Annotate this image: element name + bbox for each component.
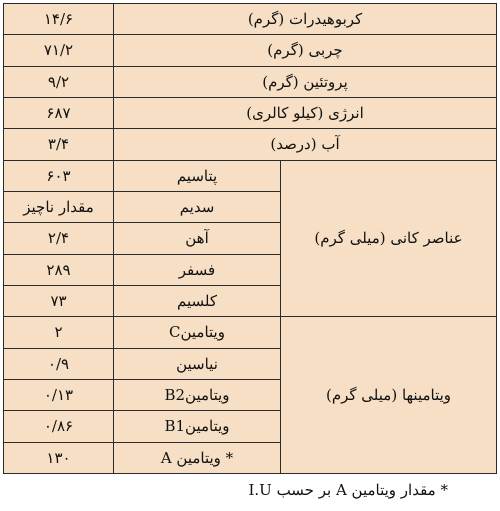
vitamin-a-value: ۱۳۰ [4, 442, 114, 473]
carbohydrate-value: ۱۴/۶ [4, 4, 114, 35]
water-label: آب (درصد) [114, 129, 497, 160]
vitamin-b1-label: ویتامینB1 [114, 411, 281, 442]
vitamin-b2-value: ۰/۱۳ [4, 379, 114, 410]
niacin-label: نیاسین [114, 348, 281, 379]
protein-value: ۹/۲ [4, 66, 114, 97]
table-row [4, 317, 497, 348]
sodium-value: مقدار ناچیز [4, 191, 114, 222]
minerals-group-label: عناصر کانی (میلی گرم) [281, 160, 497, 317]
iron-value: ۲/۴ [4, 223, 114, 254]
table-row [4, 160, 497, 191]
niacin-value: ۰/۹ [4, 348, 114, 379]
protein-label: پروتئین (گرم) [114, 66, 497, 97]
energy-value: ۶۸۷ [4, 97, 114, 128]
fat-value: ۷۱/۲ [4, 35, 114, 66]
table-row [4, 35, 497, 66]
carbohydrate-label: کربوهیدرات (گرم) [114, 4, 497, 35]
energy-label: انرژی (کیلو کالری) [114, 97, 497, 128]
vitamins-group-label: ویتامینها (میلی گرم) [281, 317, 497, 474]
fat-label: چربی (گرم) [114, 35, 497, 66]
table-row [4, 4, 497, 35]
vitamin-c-value: ۲ [4, 317, 114, 348]
table-row [4, 66, 497, 97]
calcium-value: ۷۳ [4, 285, 114, 316]
table-row [4, 97, 497, 128]
vitamin-b2-label: ویتامینB2 [114, 379, 281, 410]
sodium-label: سدیم [114, 191, 281, 222]
water-value: ۳/۴ [4, 129, 114, 160]
phosphorus-label: فسفر [114, 254, 281, 285]
potassium-value: ۶۰۳ [4, 160, 114, 191]
phosphorus-value: ۲۸۹ [4, 254, 114, 285]
table-row [4, 129, 497, 160]
nutrition-table [3, 3, 497, 474]
vitamin-a-label: * ویتامین A [114, 442, 281, 473]
vitamin-c-label: ویتامینC [114, 317, 281, 348]
iron-label: آهن [114, 223, 281, 254]
vitamin-a-footnote: * مقدار ویتامین A بر حسب I.U [248, 481, 448, 499]
vitamin-b1-value: ۰/۸۶ [4, 411, 114, 442]
potassium-label: پتاسیم [114, 160, 281, 191]
calcium-label: کلسیم [114, 285, 281, 316]
